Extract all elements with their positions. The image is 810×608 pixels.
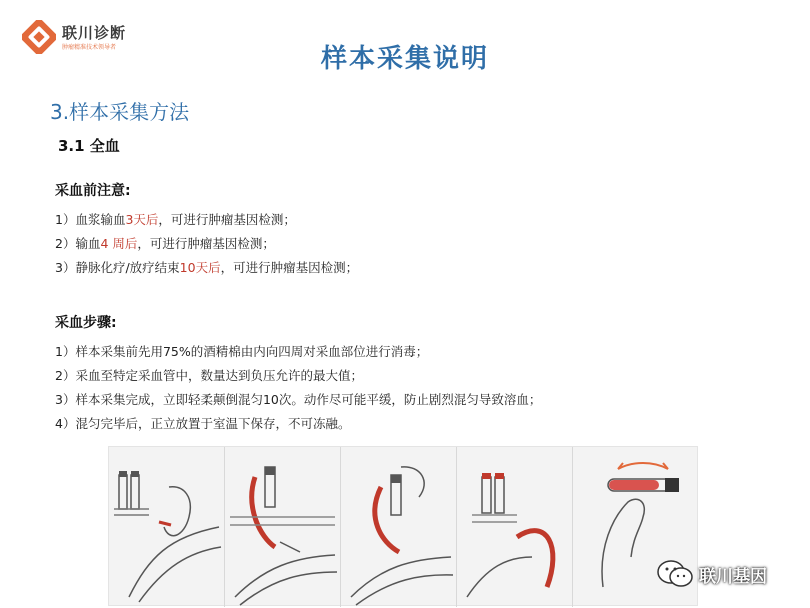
blood-collection-illustration (108, 446, 698, 606)
wechat-icon (655, 557, 695, 591)
step-item: 2）采血至特定采血管中，数量达到负压允许的最大值； (55, 368, 363, 383)
pre-note-text: ，可进行肿瘤基因检测； (220, 260, 359, 275)
pre-note-text: 3）静脉化疗/放疗结束 (55, 260, 180, 275)
step-item: 1）样本采集前先用75%的酒精棉由内向四周对采血部位进行消毒； (55, 344, 429, 359)
illustration-panel-draw (225, 447, 341, 607)
page-title: 样本采集说明 (320, 44, 489, 74)
pre-note-highlight: 10天后 (179, 260, 221, 275)
pre-note-item (55, 232, 358, 256)
pre-collection-notes (55, 180, 358, 280)
tube-filling-illustration-icon (457, 447, 573, 607)
collection-steps (55, 312, 541, 436)
watermark-text: 联川基因 (699, 566, 767, 587)
pre-note-text: ，可进行肿瘤基因检测； (158, 212, 296, 227)
pre-note-highlight: 4 周后 (100, 236, 138, 251)
watermark (655, 556, 805, 592)
pre-note-item (55, 256, 358, 280)
logo-name: 联川诊断 (62, 24, 127, 42)
blood-draw-illustration-icon (225, 447, 341, 607)
pre-notes-heading: 采血前注意: (55, 183, 131, 199)
steps-heading: 采血步骤: (55, 315, 117, 331)
pre-note-text: ，可进行肿瘤基因检测； (137, 236, 275, 251)
pre-note-item (55, 208, 358, 232)
disinfect-illustration-icon (109, 447, 225, 607)
blood-draw-illustration-icon (341, 447, 457, 607)
section-title: 3.样本采集方法 (50, 100, 190, 124)
illustration-panel-disinfect (109, 447, 225, 607)
pre-note-text: 2）输血 (55, 236, 101, 251)
subsection-title: 3.1 全血 (58, 137, 120, 155)
pre-note-highlight: 3天后 (125, 212, 159, 227)
step-item: 3）样本采集完成，立即轻柔颠倒混匀10次。动作尽可能平缓，防止剧烈混匀导致溶血； (55, 392, 542, 407)
logo-tagline: 肿瘤精准技术领导者 (62, 44, 117, 51)
step-item: 4）混匀完毕后，正立放置于室温下保存，不可冻融。 (55, 416, 351, 431)
illustration-panel-draw-2 (341, 447, 457, 607)
pre-note-text: 1）血浆输血 (55, 212, 126, 227)
illustration-panel-tubes (457, 447, 573, 607)
